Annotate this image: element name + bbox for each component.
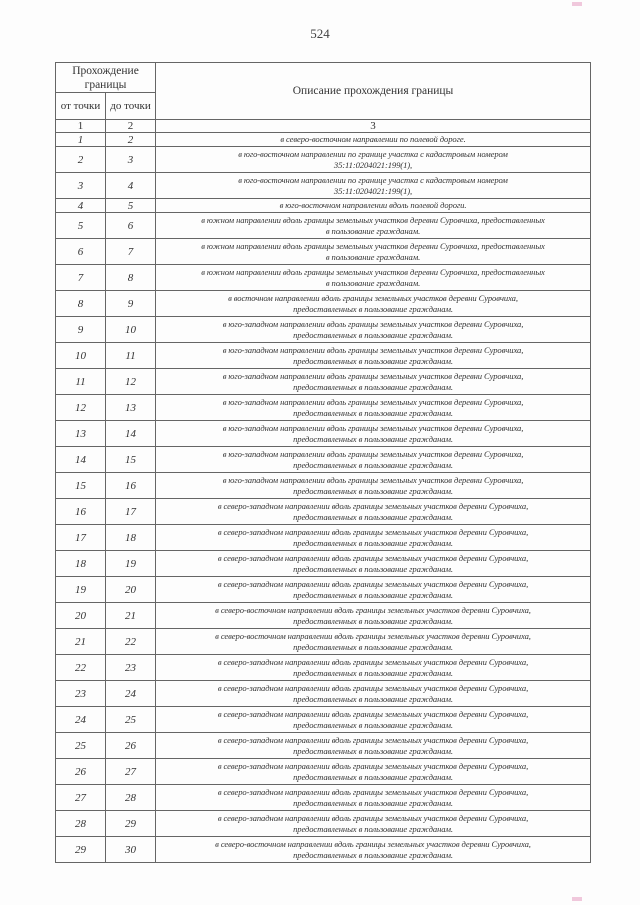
from-point-cell: 23 [56, 681, 106, 707]
from-point-cell: 21 [56, 629, 106, 655]
description-line: предоставленных в пользование гражданам. [293, 719, 453, 730]
description-line: в северо-восточном направлении по полевой дороге. [280, 134, 466, 145]
column-number-row [56, 120, 591, 133]
description-cell [156, 707, 591, 733]
to-point-cell: 28 [106, 785, 156, 811]
to-point-cell: 17 [106, 499, 156, 525]
to-point-cell: 18 [106, 525, 156, 551]
description-line: предоставленных в пользование гражданам. [293, 589, 453, 600]
description-line: в юго-западном направлении вдоль границы земельных участков деревни Суровчиха, [222, 422, 524, 433]
description-line: предоставленных в пользование гражданам. [293, 667, 453, 678]
scan-mark [572, 897, 582, 901]
to-point-cell: 21 [106, 603, 156, 629]
to-point-cell: 26 [106, 733, 156, 759]
from-point-cell: 28 [56, 811, 106, 837]
description-cell [156, 499, 591, 525]
table-row [56, 577, 591, 603]
description-cell [156, 525, 591, 551]
from-point-cell: 7 [56, 265, 106, 291]
from-point-cell: 17 [56, 525, 106, 551]
to-point-cell: 5 [106, 199, 156, 213]
description-line: предоставленных в пользование гражданам. [293, 329, 453, 340]
description-line: предоставленных в пользование гражданам. [293, 355, 453, 366]
table-row [56, 707, 591, 733]
header-from-point: от точки [56, 93, 106, 120]
to-point-cell: 22 [106, 629, 156, 655]
description-line: в юго-западном направлении вдоль границы земельных участков деревни Суровчиха, [222, 370, 524, 381]
to-point-cell: 29 [106, 811, 156, 837]
description-line: предоставленных в пользование гражданам. [293, 511, 453, 522]
to-point-cell: 24 [106, 681, 156, 707]
table-row [56, 655, 591, 681]
from-point-cell: 14 [56, 447, 106, 473]
from-point-cell: 12 [56, 395, 106, 421]
to-point-cell: 12 [106, 369, 156, 395]
description-line: в южном направлении вдоль границы земельных участков деревни Суровчиха, предоставленных [201, 266, 545, 277]
from-point-cell: 19 [56, 577, 106, 603]
table-row [56, 811, 591, 837]
description-line: в юго-западном направлении вдоль границы земельных участков деревни Суровчиха, [222, 318, 524, 329]
table-row [56, 525, 591, 551]
description-line: предоставленных в пользование гражданам. [293, 407, 453, 418]
from-point-cell: 26 [56, 759, 106, 785]
to-point-cell: 9 [106, 291, 156, 317]
description-line: предоставленных в пользование гражданам. [293, 485, 453, 496]
header-description: Описание прохождения границы [156, 63, 591, 120]
table-row [56, 395, 591, 421]
from-point-cell: 1 [56, 133, 106, 147]
table-row [56, 759, 591, 785]
from-point-cell: 6 [56, 239, 106, 265]
table-row [56, 473, 591, 499]
from-point-cell: 10 [56, 343, 106, 369]
from-point-cell: 5 [56, 213, 106, 239]
description-cell [156, 239, 591, 265]
table-row [56, 147, 591, 173]
description-line: в северо-восточном направлении вдоль границы земельных участков деревни Суровчиха, [215, 838, 531, 849]
description-line: в северо-восточном направлении вдоль границы земельных участков деревни Суровчиха, [215, 604, 531, 615]
from-point-cell: 4 [56, 199, 106, 213]
from-point-cell: 11 [56, 369, 106, 395]
to-point-cell: 16 [106, 473, 156, 499]
description-line: в юго-западном направлении вдоль границы земельных участков деревни Суровчиха, [222, 448, 524, 459]
description-cell [156, 173, 591, 199]
description-cell [156, 291, 591, 317]
description-line: в северо-западном направлении вдоль границы земельных участков деревни Суровчиха, [217, 734, 529, 745]
to-point-cell: 11 [106, 343, 156, 369]
from-point-cell: 29 [56, 837, 106, 863]
to-point-cell: 10 [106, 317, 156, 343]
to-point-cell: 14 [106, 421, 156, 447]
description-line: в юго-восточном направлении по границе участка с кадастровым номером [238, 148, 508, 159]
table-row [56, 265, 591, 291]
from-point-cell: 9 [56, 317, 106, 343]
description-cell [156, 733, 591, 759]
scan-mark [572, 2, 582, 6]
description-line: в южном направлении вдоль границы земельных участков деревни Суровчиха, предоставленных [201, 240, 545, 251]
to-point-cell: 8 [106, 265, 156, 291]
description-line: предоставленных в пользование гражданам. [293, 771, 453, 782]
description-line: в северо-западном направлении вдоль границы земельных участков деревни Суровчиха, [217, 786, 529, 797]
table-row [56, 629, 591, 655]
description-cell [156, 629, 591, 655]
from-point-cell: 27 [56, 785, 106, 811]
description-cell [156, 577, 591, 603]
from-point-cell: 8 [56, 291, 106, 317]
description-cell [156, 655, 591, 681]
description-line: предоставленных в пользование гражданам. [293, 563, 453, 574]
table-body [56, 133, 591, 863]
description-line: в юго-восточном направлении по границе участка с кадастровым номером [238, 174, 508, 185]
description-cell [156, 785, 591, 811]
to-point-cell: 3 [106, 147, 156, 173]
to-point-cell: 30 [106, 837, 156, 863]
header-to-point: до точки [106, 93, 156, 120]
description-line: предоставленных в пользование гражданам. [293, 745, 453, 756]
description-line: предоставленных в пользование гражданам. [293, 693, 453, 704]
description-line: в северо-западном направлении вдоль границы земельных участков деревни Суровчиха, [217, 656, 529, 667]
description-line: в северо-западном направлении вдоль границы земельных участков деревни Суровчиха, [217, 812, 529, 823]
description-cell [156, 265, 591, 291]
to-point-cell: 19 [106, 551, 156, 577]
table-row [56, 343, 591, 369]
from-point-cell: 2 [56, 147, 106, 173]
from-point-cell: 3 [56, 173, 106, 199]
column-number: 3 [156, 120, 591, 133]
description-line: в юго-западном направлении вдоль границы земельных участков деревни Суровчиха, [222, 474, 524, 485]
to-point-cell: 15 [106, 447, 156, 473]
from-point-cell: 15 [56, 473, 106, 499]
table-row [56, 291, 591, 317]
page-number: 524 [310, 26, 330, 41]
to-point-cell: 4 [106, 173, 156, 199]
boundary-table [55, 62, 591, 863]
description-cell [156, 551, 591, 577]
to-point-cell: 20 [106, 577, 156, 603]
description-line: в южном направлении вдоль границы земельных участков деревни Суровчиха, предоставленных [201, 214, 545, 225]
table-row [56, 369, 591, 395]
to-point-cell: 6 [106, 213, 156, 239]
table-row [56, 785, 591, 811]
header-boundary-passage: Прохождение границы [56, 63, 156, 93]
table-row [56, 681, 591, 707]
description-line: в северо-западном направлении вдоль границы земельных участков деревни Суровчиха, [217, 682, 529, 693]
description-line: предоставленных в пользование гражданам. [293, 641, 453, 652]
to-point-cell: 27 [106, 759, 156, 785]
description-line: в северо-западном направлении вдоль границы земельных участков деревни Суровчиха, [217, 708, 529, 719]
description-line: в пользование гражданам. [325, 225, 421, 236]
description-line: в юго-восточном направлении вдоль полевой дороги. [279, 200, 467, 211]
description-line: в восточном направлении вдоль границы земельных участков деревни Суровчиха, [228, 292, 518, 303]
description-line: предоставленных в пользование гражданам. [293, 797, 453, 808]
column-number: 2 [106, 120, 156, 133]
table-row [56, 447, 591, 473]
description-line: в северо-западном направлении вдоль границы земельных участков деревни Суровчиха, [217, 760, 529, 771]
description-line: предоставленных в пользование гражданам. [293, 849, 453, 860]
description-cell [156, 447, 591, 473]
description-cell [156, 473, 591, 499]
table-row [56, 199, 591, 213]
table-row [56, 603, 591, 629]
description-cell [156, 395, 591, 421]
description-cell [156, 213, 591, 239]
table-row [56, 173, 591, 199]
to-point-cell: 23 [106, 655, 156, 681]
description-cell [156, 133, 591, 147]
description-line: в юго-западном направлении вдоль границы земельных участков деревни Суровчиха, [222, 396, 524, 407]
description-line: в пользование гражданам. [325, 277, 421, 288]
description-line: предоставленных в пользование гражданам. [293, 303, 453, 314]
from-point-cell: 24 [56, 707, 106, 733]
description-cell [156, 811, 591, 837]
to-point-cell: 2 [106, 133, 156, 147]
description-cell [156, 681, 591, 707]
description-line: в северо-западном направлении вдоль границы земельных участков деревни Суровчиха, [217, 500, 529, 511]
to-point-cell: 7 [106, 239, 156, 265]
table-row [56, 733, 591, 759]
from-point-cell: 25 [56, 733, 106, 759]
from-point-cell: 18 [56, 551, 106, 577]
description-line: 35:11:0204021:199(1), [333, 159, 413, 170]
description-cell [156, 147, 591, 173]
description-line: предоставленных в пользование гражданам. [293, 615, 453, 626]
table-row [56, 213, 591, 239]
table-row [56, 133, 591, 147]
description-line: в пользование гражданам. [325, 251, 421, 262]
description-line: в северо-западном направлении вдоль границы земельных участков деревни Суровчиха, [217, 578, 529, 589]
table-row [56, 837, 591, 863]
description-cell [156, 369, 591, 395]
description-line: в юго-западном направлении вдоль границы земельных участков деревни Суровчиха, [222, 344, 524, 355]
description-line: предоставленных в пользование гражданам. [293, 537, 453, 548]
description-line: в северо-западном направлении вдоль границы земельных участков деревни Суровчиха, [217, 526, 529, 537]
description-line: в северо-восточном направлении вдоль границы земельных участков деревни Суровчиха, [215, 630, 531, 641]
from-point-cell: 13 [56, 421, 106, 447]
description-cell [156, 421, 591, 447]
description-cell [156, 199, 591, 213]
description-cell [156, 837, 591, 863]
table-row [56, 239, 591, 265]
to-point-cell: 25 [106, 707, 156, 733]
from-point-cell: 22 [56, 655, 106, 681]
description-cell [156, 603, 591, 629]
column-number: 1 [56, 120, 106, 133]
description-line: в северо-западном направлении вдоль границы земельных участков деревни Суровчиха, [217, 552, 529, 563]
to-point-cell: 13 [106, 395, 156, 421]
from-point-cell: 20 [56, 603, 106, 629]
table-row [56, 317, 591, 343]
description-line: 35:11:0204021:199(1), [333, 185, 413, 196]
description-cell [156, 317, 591, 343]
description-line: предоставленных в пользование гражданам. [293, 459, 453, 470]
description-line: предоставленных в пользование гражданам. [293, 823, 453, 834]
description-cell [156, 343, 591, 369]
table-row [56, 421, 591, 447]
description-line: предоставленных в пользование гражданам. [293, 381, 453, 392]
description-cell [156, 759, 591, 785]
from-point-cell: 16 [56, 499, 106, 525]
table-row [56, 499, 591, 525]
description-line: предоставленных в пользование гражданам. [293, 433, 453, 444]
table-row [56, 551, 591, 577]
